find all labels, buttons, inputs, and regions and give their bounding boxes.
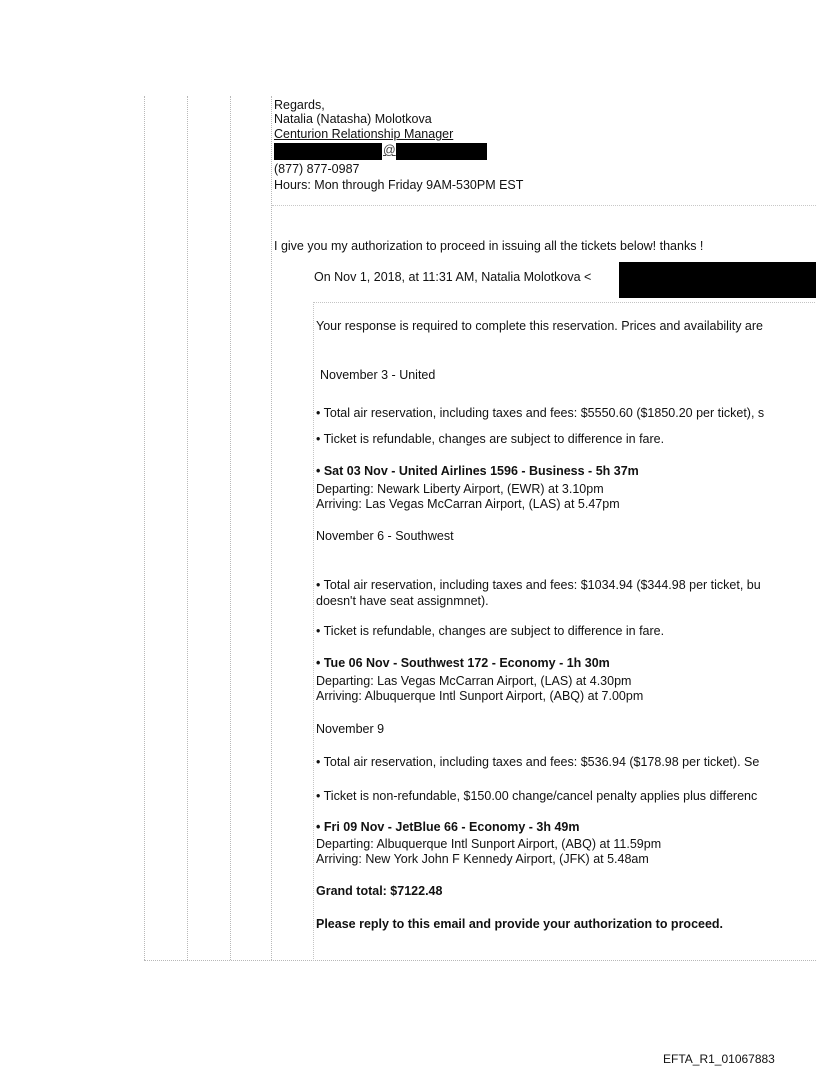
reply-body: I give you my authorization to proceed in issuing all the tickets below! thanks ! <box>274 239 704 253</box>
grand-total: Grand total: $7122.48 <box>316 884 443 898</box>
section-total-cont: doesn't have seat assignmnet). <box>316 594 489 608</box>
closing-request: Please reply to this email and provide your authorization to proceed. <box>316 917 724 931</box>
section-heading: November 9 <box>316 722 385 736</box>
section-heading: November 6 - Southwest <box>316 529 454 543</box>
section-arrive: Arriving: New York John F Kennedy Airport, (JFK) at 5.48am <box>316 852 649 866</box>
signature-phone: (877) 877-0987 <box>274 162 360 176</box>
section-refund: • Ticket is non-refundable, $150.00 change/cancel penalty applies plus differenc <box>316 789 758 803</box>
section-heading: November 3 - United <box>320 368 436 382</box>
section-flight: • Tue 06 Nov - Southwest 172 - Economy - 1h 30m <box>316 656 610 670</box>
signature-hours: Hours: Mon through Friday 9AM-530PM EST <box>274 178 524 192</box>
redaction-box <box>619 262 816 298</box>
signature-email-at: @ <box>383 143 396 157</box>
document-id: EFTA_R1_01067883 <box>663 1052 775 1066</box>
signature-separator <box>272 205 816 224</box>
redaction-box <box>396 143 487 160</box>
section-depart: Departing: Albuquerque Intl Sunport Airport, (ABQ) at 11.59pm <box>316 837 662 851</box>
quote-border-2 <box>187 96 188 960</box>
quote-border-3 <box>230 96 231 960</box>
section-depart: Departing: Las Vegas McCarran Airport, (LAS) at 4.30pm <box>316 674 632 688</box>
section-arrive: Arriving: Albuquerque Intl Sunport Airport, (ABQ) at 7.00pm <box>316 689 644 703</box>
redaction-box <box>274 143 382 160</box>
section-refund: • Ticket is refundable, changes are subject to difference in fare. <box>316 432 665 446</box>
signature-title: Centurion Relationship Manager <box>274 127 454 141</box>
signature-name: Natalia (Natasha) Molotkova <box>274 112 432 126</box>
signature-regards: Regards, <box>274 98 325 112</box>
quote-border-4 <box>271 96 272 960</box>
section-total: • Total air reservation, including taxes and fees: $1034.94 ($344.98 per ticket, bu <box>316 578 761 592</box>
quoted-intro: Your response is required to complete this reservation. Prices and availability are <box>316 319 763 333</box>
section-flight: • Fri 09 Nov - JetBlue 66 - Economy - 3h 49m <box>316 820 580 834</box>
section-flight: • Sat 03 Nov - United Airlines 1596 - Business - 5h 37m <box>316 464 639 478</box>
quote-border-1 <box>144 96 145 960</box>
section-arrive: Arriving: Las Vegas McCarran Airport, (LAS) at 5.47pm <box>316 497 620 511</box>
section-refund: • Ticket is refundable, changes are subject to difference in fare. <box>316 624 665 638</box>
quote-header: On Nov 1, 2018, at 11:31 AM, Natalia Molotkova < <box>314 270 592 284</box>
section-total: • Total air reservation, including taxes and fees: $5550.60 ($1850.20 per ticket), s <box>316 406 765 420</box>
section-total: • Total air reservation, including taxes and fees: $536.94 ($178.98 per ticket). Se <box>316 755 760 769</box>
section-depart: Departing: Newark Liberty Airport, (EWR) at 3.10pm <box>316 482 604 496</box>
